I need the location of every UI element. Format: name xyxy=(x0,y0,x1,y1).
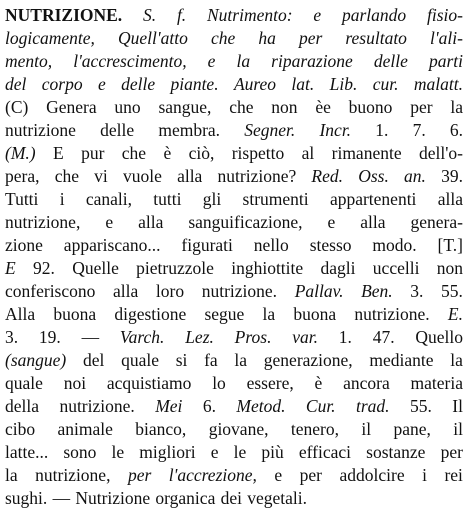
word: f. xyxy=(176,5,187,25)
word: Aureo xyxy=(233,74,277,94)
word: Tutti xyxy=(5,189,39,209)
word: animale xyxy=(57,419,113,439)
word: buono xyxy=(348,97,393,117)
word: lat. xyxy=(291,74,315,94)
word: corpo xyxy=(41,74,83,94)
text-line xyxy=(5,326,463,349)
word: Cur. xyxy=(305,396,336,416)
word: Lib. xyxy=(329,74,358,94)
word: Pros. xyxy=(234,327,272,347)
word: bianco, xyxy=(135,419,187,439)
word: fa xyxy=(204,350,218,370)
word: nutrizione? xyxy=(217,166,297,186)
word: Ben. xyxy=(361,281,393,301)
word: E xyxy=(5,258,16,278)
word: la xyxy=(234,350,248,370)
word: è xyxy=(163,143,172,163)
word: cibo xyxy=(5,419,36,439)
word: della xyxy=(5,396,40,416)
word: 1. xyxy=(338,327,352,347)
word: nutrizione xyxy=(5,120,76,140)
word: rei xyxy=(444,465,463,485)
word: fisio- xyxy=(426,5,463,25)
word: delle xyxy=(100,120,135,140)
text-line xyxy=(5,418,463,441)
word: la xyxy=(236,51,251,71)
word: segue xyxy=(204,304,245,324)
text-line xyxy=(5,303,463,326)
text-line xyxy=(5,441,463,464)
word: uno xyxy=(114,97,141,117)
word: l'ali- xyxy=(430,28,463,48)
word: Segner. xyxy=(244,120,296,140)
word: Mei xyxy=(155,396,183,416)
word: ancora xyxy=(343,373,390,393)
word: strumenti xyxy=(242,189,309,209)
word: piante. xyxy=(170,74,219,94)
word: malatt. xyxy=(413,74,463,94)
word: l'accrescimento, xyxy=(73,51,187,71)
word: materia xyxy=(410,373,463,393)
word: 55. xyxy=(441,281,463,301)
text-line xyxy=(5,27,463,50)
word: ciò, xyxy=(188,143,215,163)
text-line xyxy=(5,142,463,165)
word: resultato xyxy=(345,28,407,48)
word: Red. xyxy=(311,166,344,186)
headword: NUTRIZIONE. xyxy=(5,5,123,25)
word: mento, xyxy=(5,51,53,71)
word: del xyxy=(82,350,105,370)
word: i xyxy=(59,189,65,209)
word: mediante xyxy=(369,350,434,370)
word: efficaci xyxy=(298,442,352,462)
text-line xyxy=(5,188,463,211)
word: E xyxy=(52,143,64,163)
word: nutrizione, xyxy=(35,465,111,485)
word: (M.) xyxy=(5,143,36,163)
word: non xyxy=(436,258,463,278)
word: alla xyxy=(437,189,463,209)
text-line xyxy=(5,165,463,188)
text-line xyxy=(5,257,463,280)
word: il xyxy=(453,419,463,439)
word: nutrizione. xyxy=(201,281,278,301)
word: 19. xyxy=(38,327,61,347)
word: 1. xyxy=(375,120,389,140)
word: E. xyxy=(447,304,463,324)
word: 7. xyxy=(412,120,426,140)
word: alla xyxy=(113,281,139,301)
word: 92. xyxy=(33,258,55,278)
word: le xyxy=(233,442,247,462)
word: nutrizione, xyxy=(5,212,81,232)
text-line xyxy=(5,4,463,27)
word: an. xyxy=(404,166,426,186)
word: la xyxy=(262,304,276,324)
word: e xyxy=(105,212,114,232)
word: alla xyxy=(177,166,203,186)
word: che xyxy=(210,28,236,48)
word: tutti xyxy=(153,189,182,209)
word: addolcire xyxy=(339,465,405,485)
word: loro xyxy=(155,281,185,301)
text-line xyxy=(5,464,463,487)
word: essere, xyxy=(246,373,294,393)
word: 39. xyxy=(441,166,463,186)
word: per xyxy=(410,97,433,117)
word: si xyxy=(175,350,188,370)
word: dell'o- xyxy=(418,143,463,163)
word: sono xyxy=(63,442,97,462)
word: 3. xyxy=(5,327,19,347)
word: sangue, xyxy=(158,97,212,117)
word: stesso xyxy=(309,235,352,255)
word: noi xyxy=(63,373,87,393)
word: dagli xyxy=(320,258,356,278)
word: pietruzzole xyxy=(136,258,214,278)
word: pane, xyxy=(393,419,431,439)
text-line xyxy=(5,119,463,142)
word: migliori xyxy=(139,442,196,462)
word: lo xyxy=(212,373,226,393)
word: pur xyxy=(81,143,105,163)
word: sostanze xyxy=(366,442,426,462)
word: il xyxy=(361,419,372,439)
word: generazione, xyxy=(263,350,353,370)
word: uccelli xyxy=(372,258,420,278)
word: appartenenti xyxy=(329,189,417,209)
word: figurati xyxy=(181,235,233,255)
text-line xyxy=(5,50,463,73)
word: alla xyxy=(360,212,386,232)
word: logicamente, xyxy=(5,28,95,48)
word: organica xyxy=(155,488,216,508)
word: latte... xyxy=(5,442,49,462)
word: al xyxy=(301,143,315,163)
word: la xyxy=(5,465,18,485)
word: le xyxy=(111,442,125,462)
word: più xyxy=(261,442,284,462)
word: i xyxy=(422,465,427,485)
word: e xyxy=(313,5,322,25)
word: Pallav. xyxy=(294,281,344,301)
word: membra. xyxy=(158,120,221,140)
word: parlando xyxy=(341,5,407,25)
word: nello xyxy=(253,235,289,255)
word: la xyxy=(450,350,463,370)
word: del xyxy=(5,74,27,94)
word: 55. xyxy=(409,396,432,416)
text-line xyxy=(5,487,463,510)
word: 6. xyxy=(202,396,216,416)
word: Varch. xyxy=(119,327,165,347)
word: pera, xyxy=(5,166,40,186)
word: è xyxy=(314,373,323,393)
word: acquistiamo xyxy=(106,373,192,393)
word: giovane, xyxy=(208,419,269,439)
word: rimanente xyxy=(331,143,402,163)
word: per xyxy=(299,465,322,485)
word: Genera xyxy=(46,97,97,117)
word: Quelle xyxy=(72,258,119,278)
word: genera- xyxy=(410,212,463,232)
text-line xyxy=(5,372,463,395)
word: var. xyxy=(292,327,318,347)
word: nutrizione. xyxy=(354,304,430,324)
word: Quell'atto xyxy=(118,28,188,48)
word: gli xyxy=(202,189,222,209)
word: appariscano... xyxy=(63,235,161,255)
word: per xyxy=(298,28,323,48)
word: (sangue) xyxy=(5,350,67,370)
word: delle xyxy=(121,74,156,94)
word: conferiscono xyxy=(5,281,96,301)
word: ha xyxy=(258,28,276,48)
text-line xyxy=(5,211,463,234)
word: cur. xyxy=(372,74,399,94)
word: e xyxy=(97,74,106,94)
word: — xyxy=(81,327,100,347)
word: vi xyxy=(94,166,108,186)
word: la xyxy=(450,97,463,117)
word: l'accrezione, xyxy=(168,465,257,485)
text-line xyxy=(5,349,463,372)
word: rispetto xyxy=(231,143,285,163)
word: canali, xyxy=(85,189,133,209)
word: Nutrizione xyxy=(75,488,151,508)
word: Oss. xyxy=(358,166,389,186)
word: Metod. xyxy=(236,396,286,416)
word: alla xyxy=(138,212,164,232)
word: zione xyxy=(5,235,43,255)
word: e xyxy=(210,442,219,462)
word: dei xyxy=(220,488,242,508)
word: inghiottite xyxy=(231,258,304,278)
text-line xyxy=(5,280,463,303)
word: sanguificazione, xyxy=(188,212,303,232)
word: tenero, xyxy=(290,419,339,439)
word: vuole xyxy=(122,166,162,186)
word: Lez. xyxy=(185,327,214,347)
text-line xyxy=(5,395,463,418)
dictionary-entry xyxy=(5,4,463,510)
word: che xyxy=(121,143,147,163)
word: S. xyxy=(143,5,157,25)
word: per xyxy=(127,465,152,485)
word: 3. xyxy=(410,281,424,301)
word: quale xyxy=(5,373,43,393)
word: Nutrimento: xyxy=(207,5,293,25)
word: Alla xyxy=(5,304,36,324)
word: buona xyxy=(293,304,337,324)
word: vegetali. xyxy=(247,488,307,508)
word: digestione xyxy=(114,304,187,324)
text-line xyxy=(5,96,463,119)
word: modo. xyxy=(372,235,417,255)
word: parti xyxy=(428,51,463,71)
word: riparazione xyxy=(271,51,353,71)
word: Incr. xyxy=(319,120,352,140)
word: èe xyxy=(315,97,331,117)
word: 6. xyxy=(449,120,463,140)
word: — xyxy=(52,488,71,508)
word: trad. xyxy=(355,396,390,416)
word: delle xyxy=(373,51,408,71)
word: per xyxy=(440,442,463,462)
word: che xyxy=(54,166,79,186)
word: sughi. xyxy=(5,488,48,508)
word: quale xyxy=(121,350,159,370)
word: e xyxy=(207,51,216,71)
word: nutrizione. xyxy=(59,396,135,416)
word: Quello xyxy=(415,327,463,347)
word: che xyxy=(229,97,254,117)
word: e xyxy=(327,212,336,232)
word: e xyxy=(274,465,283,485)
text-line xyxy=(5,234,463,257)
word: buona xyxy=(53,304,97,324)
word: Il xyxy=(452,396,463,416)
word: [T.] xyxy=(437,235,463,255)
word: non xyxy=(271,97,298,117)
word: 47. xyxy=(372,327,395,347)
word: (C) xyxy=(5,97,29,117)
text-line xyxy=(5,73,463,96)
